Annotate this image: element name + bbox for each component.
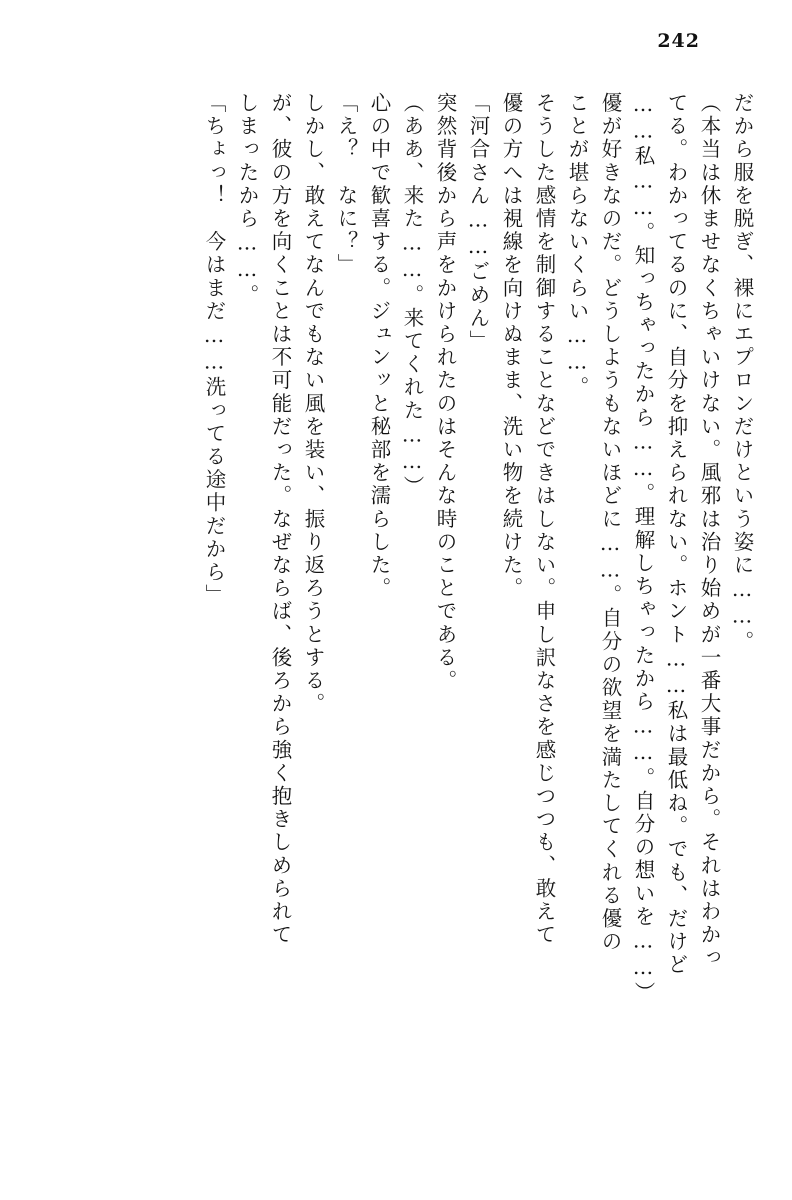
text-column: だから服を脱ぎ、裸にエプロンだけという姿に……。 xyxy=(730,92,754,654)
vertical-text-body xyxy=(48,92,752,1172)
text-column: てる。わかってるのに、自分を抑えられない。ホント……私は最低ね。でも、だけど xyxy=(664,92,688,977)
text-column: が、彼の方を向くことは不可能だった。なぜならば、後ろから強く抱きしめられて xyxy=(268,92,292,947)
text-column: ことが堪らないくらい……。 xyxy=(565,92,589,400)
text-column: そうした感情を制御することなどできはしない。申し訳なさを感じつつも、敢えて xyxy=(532,92,556,947)
text-column: 「え？ なに？」 xyxy=(334,92,358,277)
text-column: 優が好きなのだ。どうしようもないほどに……。自分の欲望を満たしてくれる優の xyxy=(598,92,622,954)
text-column: しかし、敢えてなんでもない風を装い、振り返ろうとする。 xyxy=(301,92,325,716)
text-column: しまったから……。 xyxy=(235,92,259,307)
text-column: （ああ、来た……。来てくれた……） xyxy=(400,92,424,499)
text-column: 突然背後から声をかけられたのはそんな時のことである。 xyxy=(433,92,457,693)
text-column: 優の方へは視線を向けぬまま、洗い物を続けた。 xyxy=(499,92,523,601)
page-number: 242 xyxy=(657,30,700,52)
text-column: （本当は休ませなくちゃいけない。風邪は治り始めが一番大事だから。それはわかっ xyxy=(697,92,721,970)
text-column: 心の中で歓喜する。ジュンッと秘部を濡らした。 xyxy=(367,92,391,601)
text-column: ……私……。知っちゃったから……。理解しちゃったから……。自分の想いを……） xyxy=(631,92,655,1005)
text-column: 「ちょっ！ 今はまだ……洗ってる途中だから」 xyxy=(202,92,226,608)
text-column: 「河合さん……ごめん」 xyxy=(466,92,490,354)
